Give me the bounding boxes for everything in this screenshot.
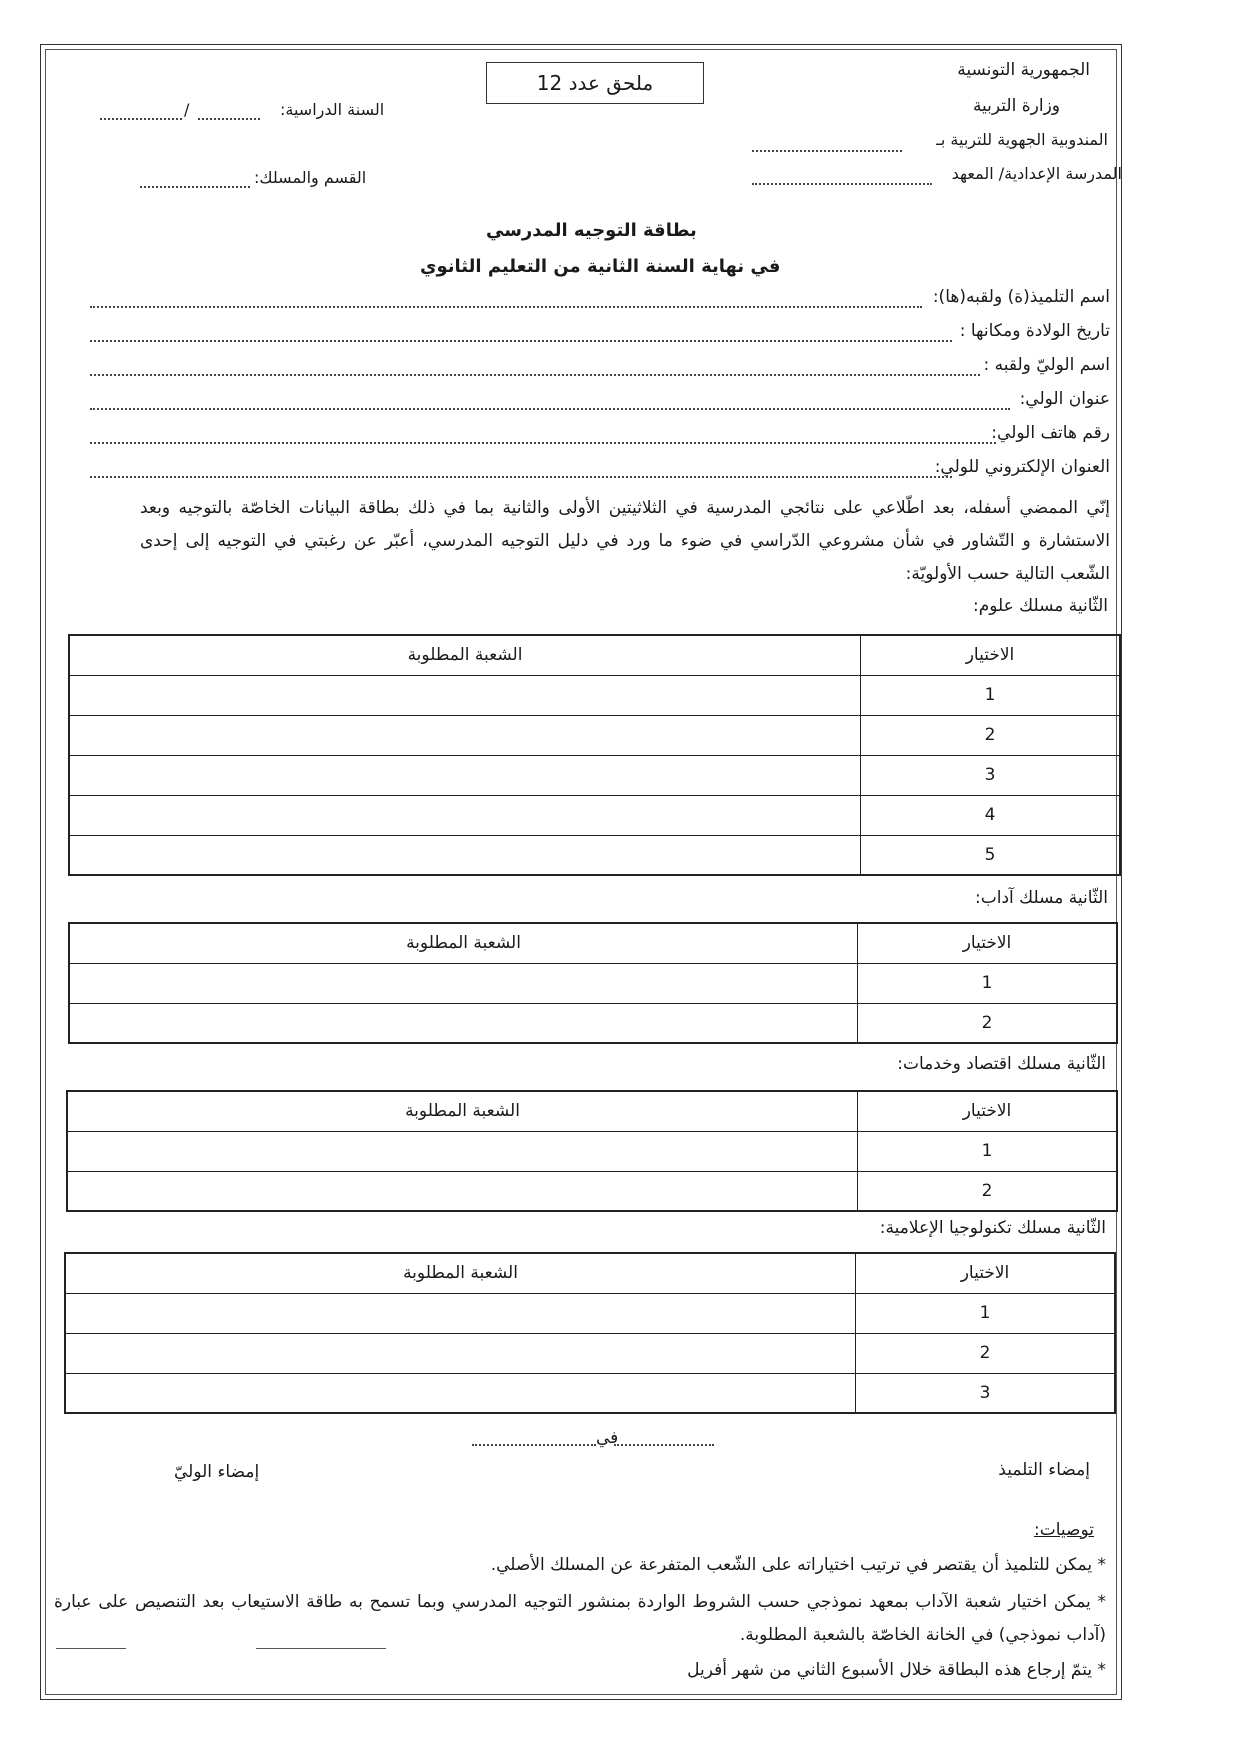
annex-number: ملحق عدد 12: [486, 62, 704, 104]
table-letters-title: الثّانية مسلك آداب:: [975, 888, 1108, 908]
header-ministry: وزارة التربية: [972, 96, 1060, 116]
col-choice-header: الاختيار: [861, 635, 1121, 675]
school-year-separator: /: [184, 100, 190, 119]
field-guardian-email-line[interactable]: [90, 476, 952, 478]
margin-line: [56, 1648, 126, 1649]
school-line: [752, 183, 932, 185]
choice-number: 1: [856, 1293, 1116, 1333]
table-row: [65, 1373, 1115, 1413]
table-row: [67, 1171, 1117, 1211]
field-student-name-line[interactable]: [90, 306, 922, 308]
branch-cell[interactable]: [65, 1293, 856, 1333]
table-row: [69, 755, 1120, 795]
guardian-signature-label: إمضاء الوليّ: [174, 1462, 260, 1482]
field-birth-line[interactable]: [90, 340, 952, 342]
table-letters: [68, 922, 1118, 1044]
field-guardian-name: اسم الوليّ ولقبه :: [983, 355, 1110, 375]
choice-number: 2: [858, 1171, 1118, 1211]
choice-number: 3: [856, 1373, 1116, 1413]
branch-cell[interactable]: [69, 1003, 858, 1043]
col-branch-header: الشعبة المطلوبة: [67, 1091, 858, 1131]
col-branch-header: الشعبة المطلوبة: [69, 635, 861, 675]
header-school: المدرسة الإعدادية/ المعهد: [951, 164, 1122, 183]
card-subtitle: في نهاية السنة الثانية من التعليم الثانوي: [420, 256, 781, 277]
date-line[interactable]: [472, 1444, 596, 1446]
col-branch-header: الشعبة المطلوبة: [65, 1253, 856, 1293]
table-economics-title: الثّانية مسلك اقتصاد وخدمات:: [897, 1054, 1106, 1074]
branch-cell[interactable]: [65, 1373, 856, 1413]
field-guardian-email: العنوان الإلكتروني للولي:: [934, 457, 1110, 477]
margin-line: [256, 1648, 386, 1649]
header-republic: الجمهورية التونسية: [957, 60, 1090, 80]
col-branch-header: الشعبة المطلوبة: [69, 923, 858, 963]
choice-number: 4: [861, 795, 1121, 835]
choice-number: 5: [861, 835, 1121, 875]
choice-number: 1: [858, 1131, 1118, 1171]
choice-number: 3: [861, 755, 1121, 795]
branch-cell[interactable]: [69, 715, 861, 755]
table-economics: [66, 1090, 1118, 1212]
field-guardian-address: عنوان الولي:: [1019, 389, 1110, 409]
place-line[interactable]: [614, 1444, 714, 1446]
col-choice-header: الاختيار: [858, 923, 1118, 963]
table-sciences-title: الثّانية مسلك علوم:: [972, 596, 1108, 616]
choice-number: 2: [861, 715, 1121, 755]
choice-number: 2: [856, 1333, 1116, 1373]
table-row: [69, 1003, 1117, 1043]
table-row: [69, 715, 1120, 755]
table-row: [65, 1333, 1115, 1373]
student-signature-label: إمضاء التلميذ: [998, 1460, 1090, 1480]
choice-number: 2: [858, 1003, 1118, 1043]
school-year-label: السنة الدراسية:: [280, 100, 385, 119]
branch-cell[interactable]: [65, 1333, 856, 1373]
table-row: [67, 1131, 1117, 1171]
choice-number: 1: [861, 675, 1121, 715]
field-guardian-phone: رقم هاتف الولي:: [991, 423, 1110, 443]
recommendations-title: توصيات:: [1034, 1520, 1094, 1540]
branch-cell[interactable]: [67, 1171, 858, 1211]
header-regional-office: المندوبية الجهوية للتربية بـ: [936, 130, 1108, 149]
school-year-line-2: [198, 118, 260, 120]
field-guardian-address-line[interactable]: [90, 408, 1010, 410]
branch-cell[interactable]: [69, 963, 858, 1003]
table-row: [69, 835, 1120, 875]
date-line-label: في: [596, 1428, 619, 1448]
branch-cell[interactable]: [67, 1131, 858, 1171]
col-choice-header: الاختيار: [856, 1253, 1116, 1293]
class-track-line: [140, 186, 250, 188]
regional-office-line: [752, 150, 902, 152]
branch-cell[interactable]: [69, 835, 861, 875]
table-it-title: الثّانية مسلك تكنولوجيا الإعلامية:: [879, 1218, 1106, 1238]
field-student-name: اسم التلميذ(ة) ولقبه(ها):: [932, 287, 1110, 307]
table-row: [69, 963, 1117, 1003]
declaration-paragraph: إنّي الممضي أسفله، بعد اطّلاعي على نتائجي المدرسية في الثلاثيتين الأولى والثانية بما في ذلك بطاقة البيانات الخاصّة بالتوجيه وبعد الاستشارة و التّشاور في شأن مشروعي الدّراسي في ضوء ما ورد في دليل التوجيه المدرسي، أعبّر عن رغبتي في التوجيه إلى إحدى الشّعب التالية حسب الأولويّة:: [140, 498, 1110, 584]
table-it: [64, 1252, 1116, 1414]
branch-cell[interactable]: [69, 755, 861, 795]
col-choice-header: الاختيار: [858, 1091, 1118, 1131]
recommendation-item: * يمكن للتلميذ أن يقتصر في ترتيب اختياراته على الشّعب المتفرعة عن المسلك الأصلي.: [490, 1555, 1106, 1575]
choice-number: 1: [858, 963, 1118, 1003]
table-sciences: [68, 634, 1121, 876]
table-row: [65, 1293, 1115, 1333]
card-title: بطاقة التوجيه المدرسي: [486, 220, 697, 241]
school-year-line-1: [100, 118, 182, 120]
table-row: [69, 675, 1120, 715]
field-guardian-phone-line[interactable]: [90, 442, 996, 444]
recommendation-item: * يمكن اختيار شعبة الآداب بمعهد نموذجي حسب الشروط الواردة بمنشور التوجيه المدرسي وبما تسمح به طاقة الاستيعاب بعد التنصيص على عبارة (آداب نموذجي) في الخانة الخاصّة بالشعبة المطلوبة.: [54, 1592, 1106, 1645]
recommendation-item: * يتمّ إرجاع هذه البطاقة خلال الأسبوع الثاني من شهر أفريل: [687, 1660, 1106, 1680]
class-track-label: القسم والمسلك:: [254, 168, 367, 187]
field-birth: تاريخ الولادة ومكانها :: [959, 321, 1110, 341]
field-guardian-name-line[interactable]: [90, 374, 980, 376]
table-row: [69, 795, 1120, 835]
branch-cell[interactable]: [69, 675, 861, 715]
branch-cell[interactable]: [69, 795, 861, 835]
